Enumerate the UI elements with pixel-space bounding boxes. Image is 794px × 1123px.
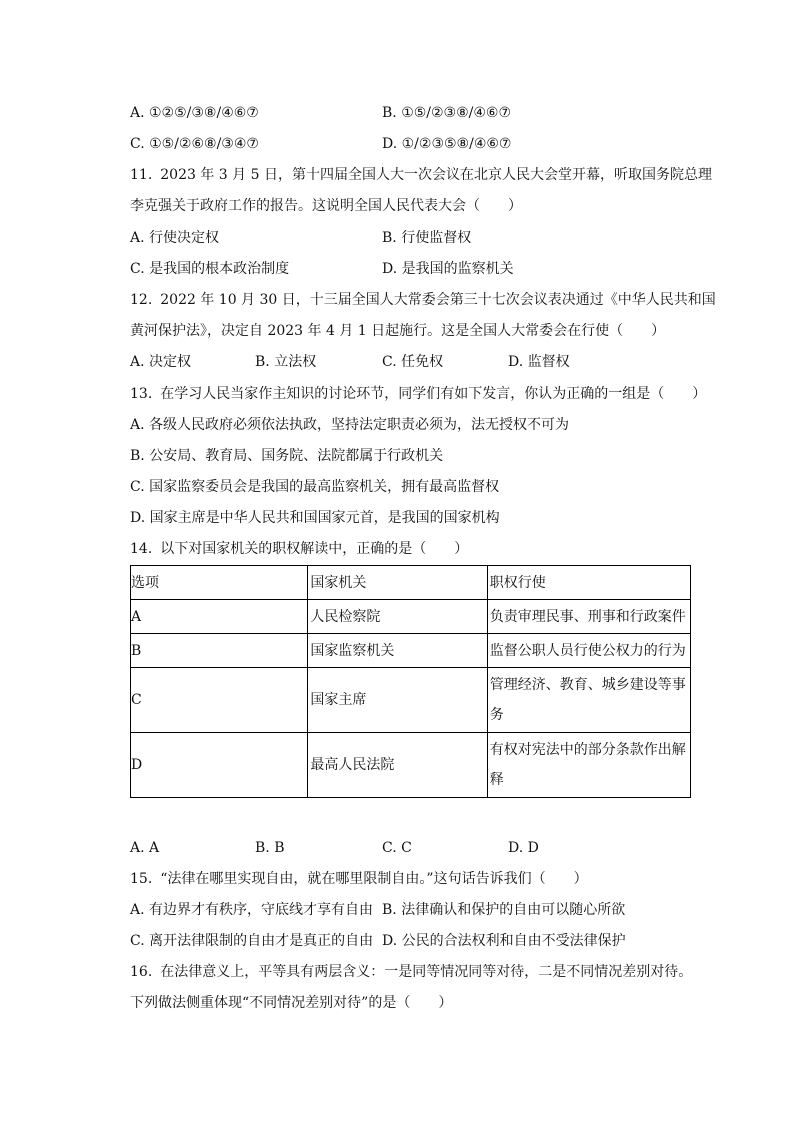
q10-option-b: B. ①⑤/②③⑧/④⑥⑦	[382, 105, 512, 121]
q13-stem-text: 在学习人民当家作主知识的讨论环节，同学们有如下发言，你认为正确的一组是（ ）	[160, 386, 707, 402]
q15-option-d: D. 公民的合法权利和自由不受法律保护	[382, 933, 626, 949]
q16-number: 16.	[130, 964, 153, 980]
q16-stem-text1: 在法律意义上，平等具有两层含义：一是同等情况同等对待，二是不同情况差别对待。	[160, 964, 693, 980]
table-cell: B	[131, 634, 308, 668]
q14-option-b: B. B	[255, 840, 285, 856]
q13-number: 13.	[130, 386, 153, 402]
table-cell: 国家监察机关	[308, 634, 487, 668]
q11-option-d: D. 是我国的监察机关	[382, 261, 514, 277]
q12-option-c: C. 任免权	[382, 354, 444, 370]
table-row	[131, 600, 691, 634]
q11-option-b: B. 行使监督权	[382, 230, 472, 246]
table-row	[131, 733, 691, 798]
q11-option-a: A. 行使决定权	[130, 230, 220, 246]
q11-stem-line1	[130, 165, 712, 185]
table-cell: 负责审理民事、刑事和行政案件	[487, 600, 690, 634]
q13-option-b: B. 公安局、教育局、国务院、法院都属于行政机关	[130, 448, 444, 464]
q10-option-c: C. ①⑤/②⑥⑧/③④⑦	[130, 136, 259, 152]
table-header-cell: 国家机关	[308, 566, 487, 600]
table-row	[131, 668, 691, 733]
q14-option-a: A. A	[130, 840, 160, 856]
q14-stem	[130, 539, 468, 559]
table-cell: 有权对宪法中的部分条款作出解释	[489, 742, 686, 788]
table-cell-wrap	[487, 733, 690, 798]
table-cell: 国家主席	[308, 668, 487, 733]
table-header-cell: 职权行使	[487, 566, 690, 600]
table-header-row	[131, 566, 691, 600]
table-cell: 最高人民法院	[308, 733, 487, 798]
table-cell: C	[131, 668, 308, 733]
q12-stem-line1	[130, 290, 716, 310]
q15-stem-text: “法律在哪里实现自由，就在哪里限制自由。”这句话告诉我们（ ）	[160, 871, 588, 887]
q11-stem-line2: 李克强关于政府工作的报告。这说明全国人民代表大会（ ）	[130, 198, 522, 214]
q14-stem-text: 以下对国家机关的职权解读中，正确的是（ ）	[160, 541, 469, 557]
q11-stem-text1: 2023 年 3 月 5 日，第十四届全国人大一次会议在北京人民大会堂开幕，听取国务院总理	[160, 167, 712, 183]
q14-number: 14.	[130, 541, 153, 557]
table-cell: A	[131, 600, 308, 634]
q13-stem	[130, 384, 706, 404]
q13-option-c: C. 国家监察委员会是我国的最高监察机关，拥有最高监督权	[130, 479, 500, 495]
q15-option-c: C. 离开法律限制的自由才是真正的自由	[130, 933, 374, 949]
table-cell-wrap	[487, 668, 690, 733]
q15-option-a: A. 有边界才有秩序，守底线才享有自由	[130, 902, 374, 918]
q12-option-a: A. 决定权	[130, 354, 192, 370]
q12-option-b: B. 立法权	[255, 354, 317, 370]
q14-option-d: D. D	[508, 840, 539, 856]
q12-stem-text1: 2022 年 10 月 30 日，十三届全国人大常委会第三十七次会议表决通过《中华人民共和国	[160, 292, 716, 308]
table-cell: D	[131, 733, 308, 798]
q13-option-a: A. 各级人民政府必须依法执政，坚持法定职责必须为，法无授权不可为	[130, 417, 570, 433]
table-header-cell: 选项	[131, 566, 308, 600]
q13-option-d: D. 国家主席是中华人民共和国国家元首，是我国的国家机构	[130, 510, 500, 526]
q14-rights-table	[130, 565, 691, 798]
table-row	[131, 634, 691, 668]
q11-number: 11.	[130, 167, 153, 183]
q15-number: 15.	[130, 871, 153, 887]
table-cell: 管理经济、教育、城乡建设等事务	[489, 677, 686, 723]
q11-option-c: C. 是我国的根本政治制度	[130, 261, 290, 277]
q15-stem	[130, 869, 588, 889]
q10-option-a: A. ①②⑤/③⑧/④⑥⑦	[130, 105, 259, 121]
q15-option-b: B. 法律确认和保护的自由可以随心所欲	[382, 902, 626, 918]
q14-option-c: C. C	[382, 840, 412, 856]
q16-stem-line1	[130, 962, 692, 982]
q12-option-d: D. 监督权	[508, 354, 570, 370]
table-cell: 人民检察院	[308, 600, 487, 634]
q16-stem-line2: 下列做法侧重体现“不同情况差别对待”的是（ ）	[130, 995, 453, 1011]
q10-option-d: D. ①/②③⑤⑧/④⑥⑦	[382, 136, 512, 152]
q12-stem-line2: 黄河保护法》，决定自 2023 年 4 月 1 日起施行。这是全国人大常委会在行使（ ）	[130, 323, 666, 339]
q12-number: 12.	[130, 292, 153, 308]
table-cell: 监督公职人员行使公权力的行为	[487, 634, 690, 668]
